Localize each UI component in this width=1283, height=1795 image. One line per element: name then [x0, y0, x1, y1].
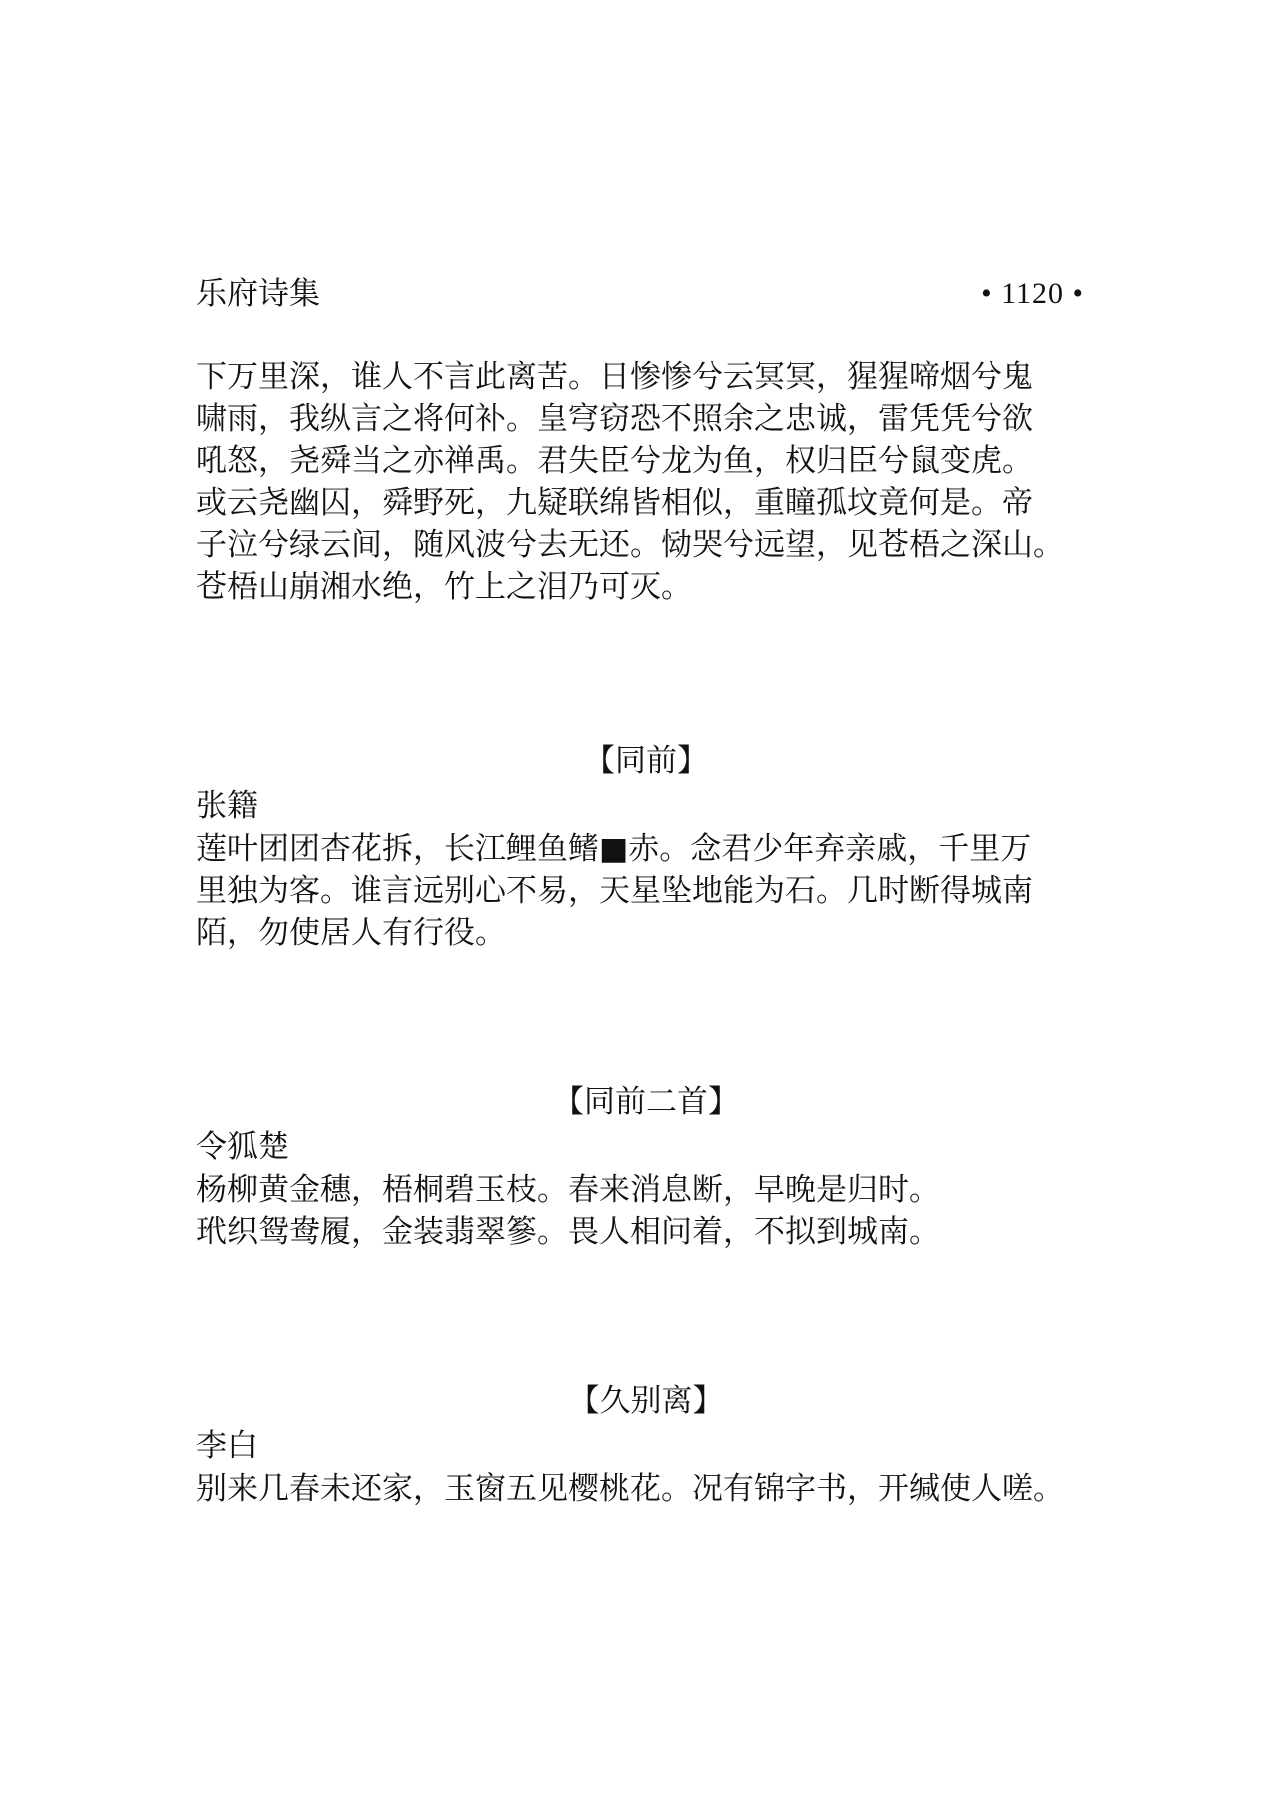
continuation-text — [196, 356, 1126, 608]
poem-author: 令狐楚 — [196, 1129, 289, 1165]
text-line: 杨柳黄金穗，梧桐碧玉枝。春来消息断，早晚是归时。 — [196, 1172, 940, 1208]
book-title: 乐府诗集 — [196, 276, 320, 312]
text-line: 苍梧山崩湘水绝，竹上之泪乃可灭。 — [196, 569, 692, 605]
text-line: 玳织鸳鸯履，金装翡翠篸。畏人相问着，不拟到城南。 — [196, 1214, 940, 1250]
poem-author: 李白 — [196, 1428, 258, 1464]
text-line: 啸雨，我纵言之将何补。皇穹窃恐不照余之忠诚，雷凭凭兮欲 — [196, 401, 1033, 437]
text-line: 或云尧幽囚，舜野死，九疑联绵皆相似，重瞳孤坟竟何是。帝 — [196, 485, 1033, 521]
text-line: 里独为客。谁言远别心不易，天星坠地能为石。几时断得城南 — [196, 873, 1033, 909]
poem-author: 张籍 — [196, 788, 258, 824]
text-line: 子泣兮绿云间，随风波兮去无还。恸哭兮远望，见苍梧之深山。 — [196, 527, 1064, 563]
text-line: 下万里深，谁人不言此离苦。日惨惨兮云冥冥，猩猩啼烟兮鬼 — [196, 359, 1033, 395]
poem-body — [196, 1169, 1126, 1253]
poem-body — [196, 1468, 1126, 1510]
text-line: 别来几春未还家，玉窗五见樱桃花。况有锦字书，开缄使人嗟。 — [196, 1471, 1064, 1507]
text-line: 陌，勿使居人有行役。 — [196, 915, 506, 951]
text-line: 莲叶团团杏花拆，长江鲤鱼鳍■赤。念君少年弃亲戚，千里万 — [196, 831, 1032, 867]
poem-body — [196, 828, 1126, 954]
text-line: 吼怒，尧舜当之亦禅禹。君失臣兮龙为鱼，权归臣兮鼠变虎。 — [196, 443, 1033, 479]
poem-title: 【同前】 — [584, 743, 708, 779]
poem-title: 【同前二首】 — [553, 1084, 739, 1120]
poem-title: 【久别离】 — [568, 1383, 724, 1419]
page-header — [196, 270, 1084, 318]
page-number: • 1120 • — [981, 277, 1084, 310]
